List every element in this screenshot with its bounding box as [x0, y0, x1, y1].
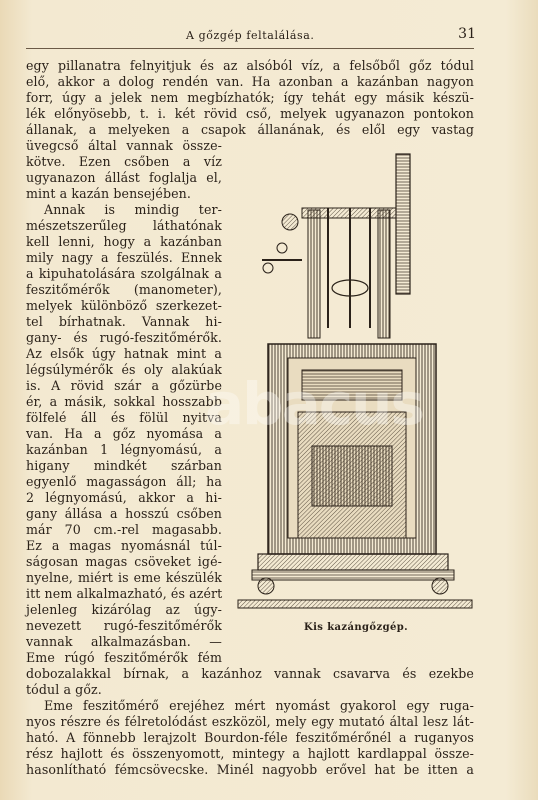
column-line: mily nagy a feszülés. Ennek	[26, 250, 222, 265]
text-line: dobozalakkal bírnak, a kazánhoz vannak csavarva és ezekbe	[26, 666, 474, 681]
column-line: légsúlymérők és oly alakúak	[26, 362, 222, 377]
column-line: mészetszerűleg láthatónak	[26, 218, 222, 233]
text-line: Eme rúgó feszitőmérők fém	[26, 650, 222, 665]
column-line: jelenleg kizárólag az úgy-	[26, 602, 222, 617]
column-line: kell lenni, hogy a kazánban	[26, 234, 222, 249]
page-number: 31	[458, 26, 476, 42]
column-line: ságosan magas csöveket igé-	[26, 554, 222, 569]
text-line: elő, akkor a dolog rendén van. Ha azonban a kazánban nagyon	[26, 74, 474, 89]
column-line: melyek különböző szerkezet-	[26, 298, 222, 313]
column-line: egyenlő magasságon áll; ha	[26, 474, 222, 489]
column-line: van. Ha a gőz nyomása a	[26, 426, 222, 441]
text-line: Eme feszitőmérő erejéhez mért nyomást gyakorol egy ruga-	[44, 698, 474, 713]
page-header	[26, 26, 474, 49]
column-line: 2 légnyomású, akkor a hi-	[26, 490, 222, 505]
column-line: mint a kazán bensejében.	[26, 186, 191, 201]
column-line: vannak alkalmazásban. —	[26, 634, 222, 649]
column-line: tel bírhatnak. Vannak hi-	[26, 314, 222, 329]
column-line: kazánban 1 légnyomású, a	[26, 442, 222, 457]
column-line: üvegcső által vannak össze-	[26, 138, 222, 153]
text-line: nyos részre és félretolódást eszközöl, mely egy mutató által lesz lát-	[26, 714, 474, 729]
column-line: is. A rövid szár a gőzürbe	[26, 378, 222, 393]
column-line: Az elsők úgy hatnak mint a	[26, 346, 222, 361]
column-line: nevezett rugó-feszitőmérők	[26, 618, 222, 633]
column-line: Annak is mindig ter-	[44, 202, 222, 217]
column-line: fölfelé áll és fölül nyitva	[26, 410, 222, 425]
text-line: egy pillanatra felnyitjuk és az alsóból víz, a felsőből gőz tódul	[26, 58, 474, 73]
text-line: rész hajlott és összenyomott, mintegy a hajlott kardlappal össze-	[26, 746, 474, 761]
column-line: ugyanazon állást foglalja el,	[26, 170, 222, 185]
column-line: feszitőmérők (manometer),	[26, 282, 222, 297]
text-line: hasonlítható fémcsövecske. Minél nagyobb erővel hat be itten a	[26, 762, 474, 777]
column-line: nyelne, miért is eme készülék	[26, 570, 222, 585]
watermark: abacus	[205, 370, 423, 438]
column-line: itt nem alkalmazható, és azért	[26, 586, 223, 601]
column-line: már 70 cm.-rel magasabb.	[26, 522, 222, 537]
text-line: tódul a gőz.	[26, 682, 102, 697]
column-line: higany mindkét szárban	[26, 458, 222, 473]
column-line: gany állása a hosszú csőben	[26, 506, 222, 521]
figure-caption: Kis kazángőzgép.	[304, 622, 409, 633]
column-line: Ez a magas nyomásnál túl-	[26, 538, 222, 553]
text-line: lék előnyösebb, t. i. két rövid cső, melyek ugyanazon pontokon	[26, 106, 474, 121]
column-line: gany- és rugó-feszitőmérők.	[26, 330, 222, 345]
text-line: ható. A fönnebb lerajzolt Bourdon-féle feszitőmérőnél a ruganyos	[26, 730, 474, 745]
column-line: ér, a másik, sokkal hosszabb	[26, 394, 222, 409]
column-line: kötve. Ezen csőben a víz	[26, 154, 222, 169]
text-line: forr, úgy a jelek nem megbízhatók; így tehát egy másik készü-	[26, 90, 474, 105]
column-line: a kipuhatolására szolgálnak a	[26, 266, 222, 281]
text-line: állanak, a melyeken a csapok állanának, és elől egy vastag	[26, 122, 474, 137]
running-head: A gőzgép feltalálása.	[186, 29, 315, 42]
